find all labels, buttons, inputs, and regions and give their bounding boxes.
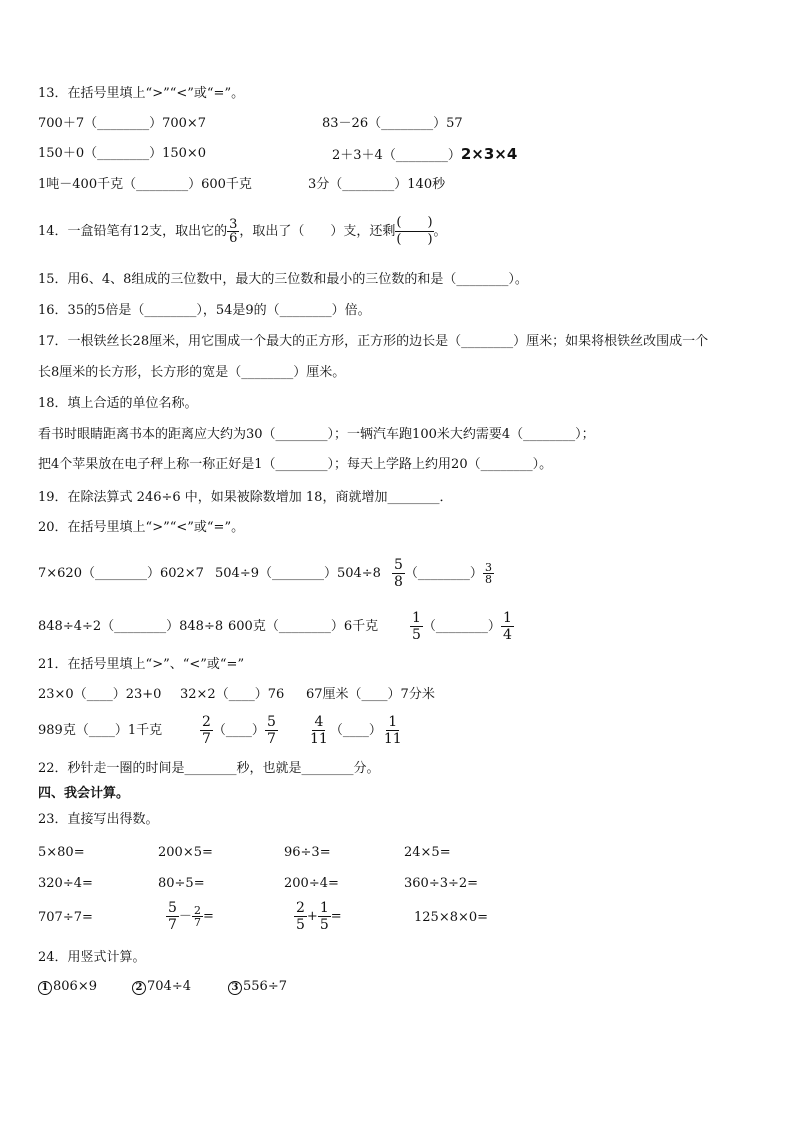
q20-f xyxy=(410,609,514,645)
q14-pre: 14．一盒铅笔有12支，取出它的 xyxy=(38,224,228,239)
q24-item-1: 1 806×9 xyxy=(38,979,97,995)
q23-r1-3: 24×5= xyxy=(404,845,451,860)
q13-d xyxy=(332,146,517,164)
q21-d: 989克（____）1千克 xyxy=(38,723,163,738)
q14-end: 。 xyxy=(433,224,447,239)
q21-f-blank: （____） xyxy=(329,723,382,738)
q21-f-frac2: $\frac{1}{11}$ xyxy=(383,714,402,747)
q21-e-blank: （____） xyxy=(212,723,265,738)
q23-r3-1-frac2: $\frac{2}{7}$ xyxy=(193,904,201,929)
q13-d-right: 2×3×4 xyxy=(460,145,518,163)
q20-a: 7×620（________）602×7 xyxy=(38,566,204,581)
q18-line2: 把4个苹果放在电子秤上称一称正好是1（________）；每天上学路上约用20（________）。 xyxy=(38,457,553,472)
q16: 16．35的5倍是（________），54是9的（________）倍。 xyxy=(38,303,371,318)
q23-r1-2: 96÷3= xyxy=(284,845,331,860)
q23-r3-2-frac2: $\frac{1}{5}$ xyxy=(319,900,329,933)
q21-title: 21．在括号里填上“>”、“<”或“=” xyxy=(38,657,245,672)
q13-title: 13．在括号里填上“>”“<”或“=”。 xyxy=(38,86,245,101)
q20-f-blank: （________） xyxy=(422,619,501,634)
q24-title: 24．用竖式计算。 xyxy=(38,950,146,965)
q21-b: 32×2（____）76 xyxy=(180,687,285,702)
q23-r3-2: $\frac{2}{5}$ + $\frac{1}{5}$ = xyxy=(296,900,342,933)
q17-line1: 17．一根铁丝长28厘米，用它围成一个最大的正方形，正方形的边长是（________）厘米；如果将根铁丝改围成一个 xyxy=(38,334,709,349)
q24-item-2: 2 704÷4 xyxy=(132,979,191,995)
circled-number-icon: 2 xyxy=(132,981,146,995)
q20-c-frac1: $\frac{5}{8}$ xyxy=(394,557,403,590)
q24-item-3: 3 556÷7 xyxy=(228,979,287,995)
q20-d: 848÷4÷2（________）848÷8 xyxy=(38,619,224,634)
q14 xyxy=(38,212,447,252)
q14-mid: ，取出了（ ）支，还剩 xyxy=(239,224,396,239)
q21-f xyxy=(308,712,404,750)
q23-r3-1-frac1: $\frac{5}{7}$ xyxy=(168,900,177,933)
q15: 15．用6、4、8组成的三位数中，最大的三位数和最小的三位数的和是（________）。 xyxy=(38,272,528,287)
q23-r1-1: 200×5= xyxy=(158,845,213,860)
circled-number-icon: 1 xyxy=(38,981,52,995)
q21-e-frac2: $\frac{5}{7}$ xyxy=(266,714,276,747)
q13-e: 1吨－400千克（________）600千克 xyxy=(38,177,252,192)
q13-a: 700＋7（________）700×7 xyxy=(38,116,207,131)
q23-r2-2: 200÷4= xyxy=(284,876,339,891)
q22: 22．秒针走一圈的时间是________秒，也就是________分。 xyxy=(38,761,380,776)
q23-r2-0: 320÷4= xyxy=(38,876,93,891)
q18-title: 18．填上合适的单位名称。 xyxy=(38,396,198,411)
q23-r2-1: 80÷5= xyxy=(158,876,205,891)
q21-e-frac1: $\frac{2}{7}$ xyxy=(202,714,211,747)
q21-c: 67厘米（____）7分米 xyxy=(306,687,435,702)
q21-e xyxy=(200,712,278,750)
section-4-heading: 四、我会计算。 xyxy=(38,786,130,801)
q23-r3-1: $\frac{5}{7}$ － $\frac{2}{7}$ = xyxy=(168,900,214,933)
q14-fraction: $\frac{3}{6}$ xyxy=(229,217,238,246)
circled-number-icon: 3 xyxy=(228,981,242,995)
q20-c-blank: （________） xyxy=(404,566,483,581)
q21-a: 23×0（____）23+0 xyxy=(38,687,162,702)
q23-title: 23．直接写出得数。 xyxy=(38,812,159,827)
q23-r3-0: 707÷7= xyxy=(38,910,93,925)
q18-line1: 看书时眼睛距离书本的距离应大约为30（________）；一辆汽车跑100米大约需要4（________）； xyxy=(38,427,595,442)
q13-b: 83－26（________）57 xyxy=(322,116,463,131)
q13-d-left: 2＋3＋4（________） xyxy=(332,148,461,163)
q20-c xyxy=(392,556,494,592)
q13-c: 150＋0（________）150×0 xyxy=(38,146,207,161)
q13-f: 3分（________）140秒 xyxy=(308,177,446,192)
q23-r3-2-frac1: $\frac{2}{5}$ xyxy=(296,900,305,933)
q20-f-frac1: $\frac{1}{5}$ xyxy=(412,610,421,643)
q23-r3-3: 125×8×0= xyxy=(414,910,489,925)
q14-blank-fraction: ( ) ( ) xyxy=(396,215,433,247)
q23-r1-0: 5×80= xyxy=(38,845,85,860)
q17-line2: 长8厘米的长方形，长方形的宽是（________）厘米。 xyxy=(38,365,346,380)
q23-r2-3: 360÷3÷2= xyxy=(404,876,479,891)
q20-c-frac2: $\frac{3}{8}$ xyxy=(484,561,492,586)
q20-title: 20．在括号里填上“>”“<”或“=”。 xyxy=(38,520,245,535)
q20-f-frac2: $\frac{1}{4}$ xyxy=(502,610,512,643)
q20-b: 504÷9（________）504÷8 xyxy=(215,566,381,581)
q21-f-frac1: $\frac{4}{11}$ xyxy=(310,714,328,747)
q19: 19．在除法算式 246÷6 中，如果被除数增加 18，商就增加________． xyxy=(38,490,453,505)
q20-e: 600克（________）6千克 xyxy=(228,619,379,634)
